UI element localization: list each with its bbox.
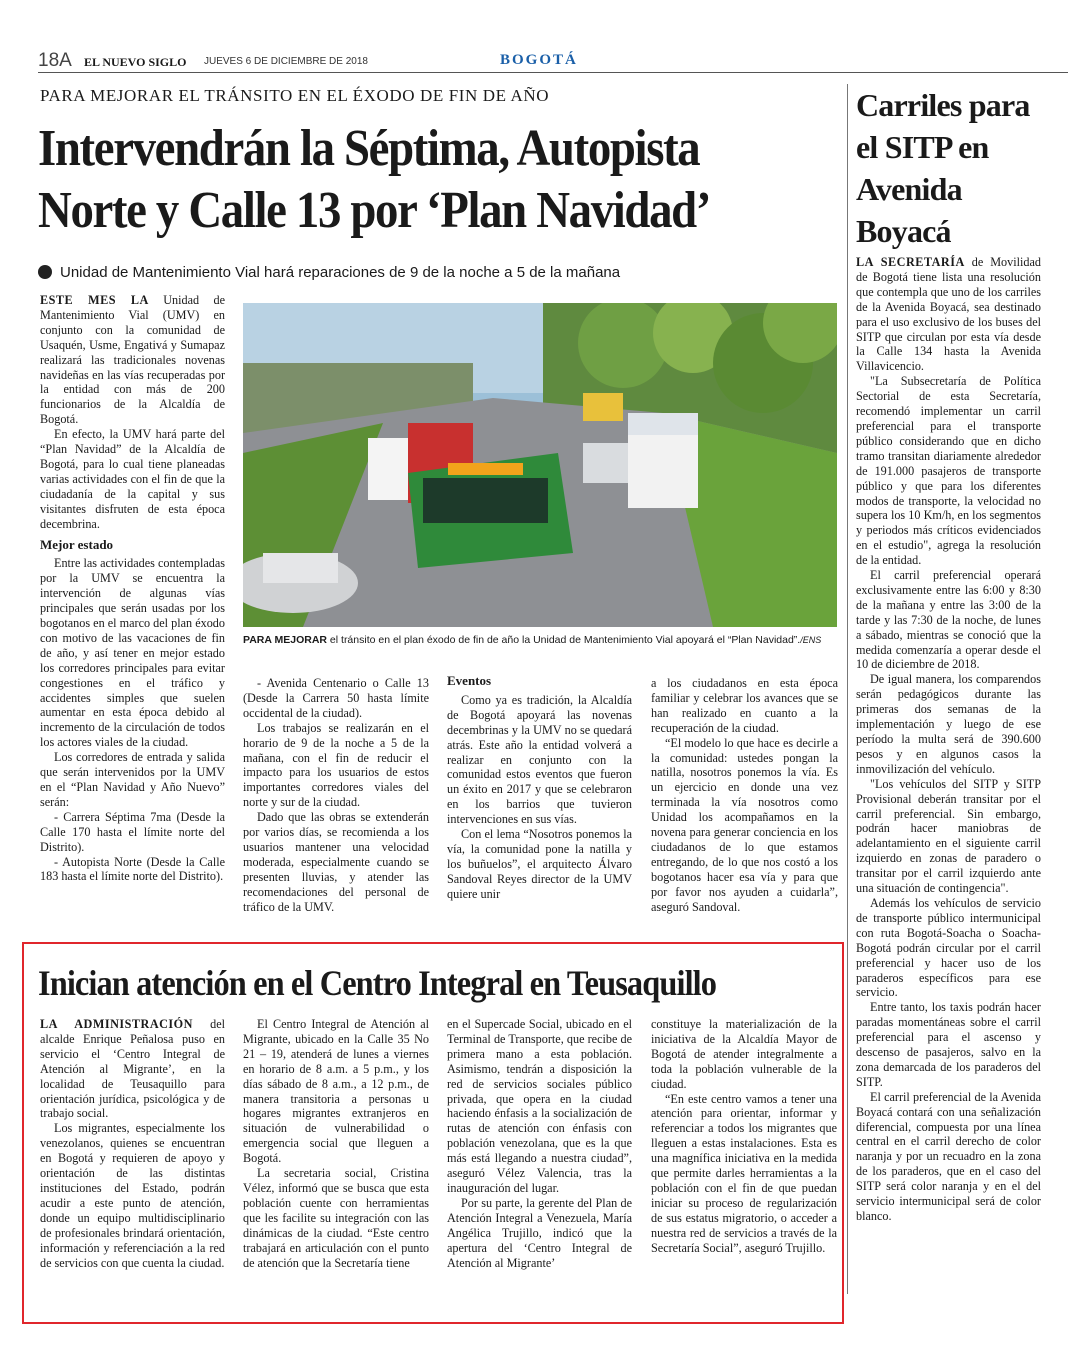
paragraph: “El modelo lo que hace es decirle a la comunidad: ustedes pongan la natilla, nosotros ponemos la vía. Es un ejercicio en donde una vez terminada la vía nosotros como Unidad los acompañamos en la novena para generar conciencia en los ciudadanos de lo que estamos entregando, de lo que nos costó a los bogotanos hacer esa vía y para que por favor nos ayuden a cuidarla”, aseguró Sandoval. bbox=[651, 735, 838, 914]
paragraph: Los migrantes, especialmente los venezolanos, quienes se encuentran en Bogotá y requieren de apoyo y orientación de las distintas instituciones del Estado, podrán acudir a este punto de atención, donde un equipo multidisciplinario de profesionales brindará orientación, información y referenciación a la red de servicios con que cuenta la ciudad. bbox=[40, 1121, 225, 1270]
paragraph: Por su parte, la gerente del Plan de Atención Integral a Venezuela, María Angélica Trujillo, indicó que la apertura del ‘Centro Integral de Atención al Migrante’ bbox=[447, 1195, 632, 1270]
paragraph: Los trabajos se realizarán en el horario de 9 de la noche a 5 de la mañana, con el fin de reducir el impacto para los usuarios de estos importantes corredores viales del norte y sur de la ciudad. bbox=[243, 720, 429, 810]
paragraph: "La Subsecretaría de Política Sectorial de esta Secretaría, recomendó implementar un carril preferencial para el transporte público considerando que en dicho tramo transitan diariamente alrededor de 191.000 pasajeros de transporte público y que para los diferentes modos de transporte, la velocidad no supera los 10 Km/h, en los segmentos y periodos más críticos evidenciados en el estudio", agrega la resolución de la entidad. bbox=[856, 374, 1041, 568]
lead-paragraph: LA SECRETARÍA de Movilidad de Bogotá tiene lista una resolución que contempla que uno de los carriles de la Avenida Boyacá, sea destinado para el uso exclusivo de los buses del SITP que circulan por esta vía desde la Calle 134 hasta la Avenida Villavicencio. bbox=[856, 255, 1041, 374]
paragraph: - Autopista Norte (Desde la Calle 183 hasta el límite norte del Distrito). bbox=[40, 854, 225, 884]
section-name: BOGOTÁ bbox=[500, 52, 578, 68]
lead-paragraph: LA ADMINISTRACIÓN del alcalde Enrique Peñalosa puso en servicio el ‘Centro Integral de Atención al Migrante’, en la localidad de Teusaquillo para orientación jurídica, psicológica y de trabajo social. bbox=[40, 1017, 225, 1121]
box-column-2 bbox=[243, 1017, 429, 1270]
paragraph: Entre tanto, los taxis podrán hacer paradas momentáneas sobre el carril preferencial para el ascenso y descenso de pasajeros, salvo en la zona demarcada de los paraderos del SITP. bbox=[856, 1000, 1041, 1089]
paragraph: Dado que las obras se extenderán por varios días, se recomienda a los usuarios mantener una velocidad moderada, especialmente cuando se presenten lluvias, y atender las recomendaciones del personal de tráfico de la UMV. bbox=[243, 810, 429, 914]
box-column-3 bbox=[447, 1017, 632, 1270]
paragraph: - Carrera Séptima 7ma (Desde la Calle 170 hasta el límite norte del Distrito). bbox=[40, 809, 225, 854]
headline-line-1: Intervendrán la Séptima, Autopista bbox=[38, 120, 700, 177]
main-column-2 bbox=[243, 676, 429, 915]
box-column-4 bbox=[651, 1017, 837, 1256]
paragraph: Entre las actividades contempladas por la UMV se encuentra la intervención de algunas vías principales que serán usadas por los bogotanos en el marco del plan éxodo con motivo de las vacaciones de fin de año, y así tener en mejor estado los corredores principales para evitar congestiones en el tráfico y accidentes simples que suelen aumentar en esta época debido al incremento de la circulación de todos los actores viales de la ciudad. bbox=[40, 556, 225, 750]
paragraph: El carril preferencial operará exclusivamente entre las 6:00 y 8:30 de la mañana y entre las 3:00 de la tarde y las 7:30 de la noche, de lunes a sábado, mientras se conoció que la medida comenzaría a operar desde el 10 de diciembre de 2018. bbox=[856, 568, 1041, 672]
lead-caps: LA SECRETARÍA bbox=[856, 255, 965, 269]
column-divider bbox=[847, 84, 848, 1294]
paragraph: - Avenida Centenario o Calle 13 (Desde la Carrera 50 hasta límite occidental de la ciudad). bbox=[243, 676, 429, 720]
main-column-3 bbox=[447, 674, 632, 902]
header-rule bbox=[38, 72, 1068, 73]
lead-caps: ESTE MES LA bbox=[40, 293, 149, 307]
paragraph: La secretaria social, Cristina Vélez, informó que se busca que esta población cuente con herramientas que les facilite su integración con las dinámicas de la ciudad. “Este centro trabajará en articulación con el punto de atención que la Secretaría tiene bbox=[243, 1166, 429, 1270]
caption-lead: PARA MEJORAR bbox=[243, 634, 328, 646]
paragraph: en el Supercade Social, ubicado en el Terminal de Transporte, que recibe de primera mano a esta población. Asimismo, tendrán a disposición la red de servicios sociales público privada, que opera en la ciudad haciendo énfasis a la socialización de rutas de atención con énfasis con población venezolana, que es la que más está llegando a nuestra ciudad”, aseguró Vélez Valencia, tras la inauguración del lugar. bbox=[447, 1017, 632, 1195]
bullet-icon bbox=[38, 265, 52, 279]
page-number: 18A bbox=[38, 50, 72, 71]
subhead: Mejor estado bbox=[40, 536, 114, 552]
lead-paragraph: ESTE MES LA Unidad de Mantenimiento Vial (UMV) en conjunto con la comunidad de Usaquén, Usme, Engativá y Sumapaz realizará las tradicionales novenas navideñas en las vías recuperadas por la entidad con más de 200 funcionarios de la Alcaldía de Bogotá. bbox=[40, 293, 225, 427]
paragraph: El Centro Integral de Atención al Migrante, ubicado en la Calle 35 No 21 – 19, atenderá de lunes a viernes en horario de 8 a.m. a 5 p.m., y los días sábado de 8 a.m., a 12 p.m., de manera transitoria a personas u hogares migrantes extranjeros en situación de vulnerabilidad o emergencia social que lleguen a Bogotá. bbox=[243, 1017, 429, 1166]
paragraph: Como ya es tradición, la Alcaldía de Bogotá apoyará las novenas decembrinas y la UMV no se quedará atrás. Este año la entidad volverá a realizar en conjunto con la comunidad estos eventos que fueron un éxito en 2017 y que se celebraron en los barrios que tuvieron intervenciones en sus vías. bbox=[447, 692, 632, 827]
paragraph: constituye la materialización de la iniciativa de la Alcaldía Mayor de Bogotá de atender integralmente a toda la población vulnerable de la ciudad. bbox=[651, 1017, 837, 1091]
paper-name: EL NUEVO SIGLO bbox=[84, 55, 187, 69]
paragraph: Los corredores de entrada y salida que serán intervenidos por la UMV en el “Plan Navidad y Año Nuevo” serán: bbox=[40, 750, 225, 809]
issue-date: JUEVES 6 DE DICIEMBRE DE 2018 bbox=[204, 56, 368, 67]
paragraph: El carril preferencial de la Avenida Boyacá contará con una señalización diferencial, compuesta por una línea central en el carril derecho de color naranja y por un recuadro en la zona de los paraderos, que en el caso del SITP será color naranja y en el del servicio intermunicipal será de color blanco. bbox=[856, 1089, 1041, 1223]
box-headline: Inician atención en el Centro Integral en Teusaquillo bbox=[38, 963, 717, 1003]
article-headline bbox=[38, 118, 767, 242]
summary-text: Unidad de Mantenimiento Vial hará reparaciones de 9 de la noche a 5 de la mañana bbox=[60, 264, 621, 281]
side-article-body bbox=[856, 255, 1041, 1224]
traffic-bus-photo bbox=[243, 303, 837, 627]
paragraph: Con el lema “Nosotros ponemos la vía, la comunidad pone la natilla y los buñuelos”, el arquitecto Álvaro Sandoval Reyes director de la UMV quiere unir bbox=[447, 827, 632, 901]
main-column-4 bbox=[651, 676, 838, 915]
box-column-1 bbox=[40, 1017, 225, 1270]
lead-caps: LA ADMINISTRACIÓN bbox=[40, 1017, 193, 1031]
main-column-1 bbox=[40, 293, 225, 884]
paragraph: "Los vehículos del SITP y SITP Provisional deberán transitar por el carril preferencial. Sin embargo, podrán hacer maniobras de adelantamiento en el siguiente carril izquierdo en zonas de paradero o transitar por el carril izquierdo ante una situación de contingencia". bbox=[856, 776, 1041, 896]
paragraph: a los ciudadanos en esta época familiar y celebrar los avances que se han realizado en cuanto a la recuperación de la ciudad. bbox=[651, 676, 838, 735]
photo-caption: PARA MEJORAR el tránsito en el plan éxodo de fin de año la Unidad de Mantenimiento Vial apoyará el “Plan Navidad”./ENS bbox=[243, 634, 822, 646]
side-headline: Carriles para el SITP en Avenida Boyacá bbox=[856, 87, 1030, 249]
article-summary bbox=[38, 264, 848, 281]
headline-line-2: Norte y Calle 13 por ‘Plan Navidad’ bbox=[38, 182, 711, 239]
paragraph: De igual manera, los comparendos serán pedagógicos durante las primeras dos semanas de la implementación y luego de ese período la multa será de 390.600 pesos y en algunos casos la inmovilización del vehículo. bbox=[856, 672, 1041, 776]
paragraph: Además los vehículos de servicio de transporte público intermunicipal con ruta Bogotá-Soacha o Soacha-Bogotá podrán circular por el carril preferencial y hacer uso de los paraderos específicos para ese servicio. bbox=[856, 895, 1041, 1000]
article-kicker: PARA MEJORAR EL TRÁNSITO EN EL ÉXODO DE FIN DE AÑO bbox=[40, 86, 550, 105]
paragraph: “En este centro vamos a tener una atención para orientar, informar y referenciar a todos los migrantes que lleguen a estas instalaciones. Esta es una magnífica iniciativa en la medida que permite darles herramientas a la población con el fin de que puedan iniciar su proceso de regularización de sus estatus migratorio, o acceder a nuestra red de servicios a través de la Secretaría Social”, aseguró Trujillo. bbox=[651, 1091, 837, 1255]
subhead: Eventos bbox=[447, 673, 492, 688]
paragraph: En efecto, la UMV hará parte del “Plan Navidad” de la Alcaldía de Bogotá, para lo cual tiene planeadas varias actividades con el fin de que la ciudadanía de la capital y sus visitantes disfruten de esta época decembrina. bbox=[40, 427, 225, 531]
news-photo bbox=[243, 303, 837, 627]
page-header bbox=[38, 50, 1068, 72]
photo-credit: /ENS bbox=[800, 635, 822, 645]
